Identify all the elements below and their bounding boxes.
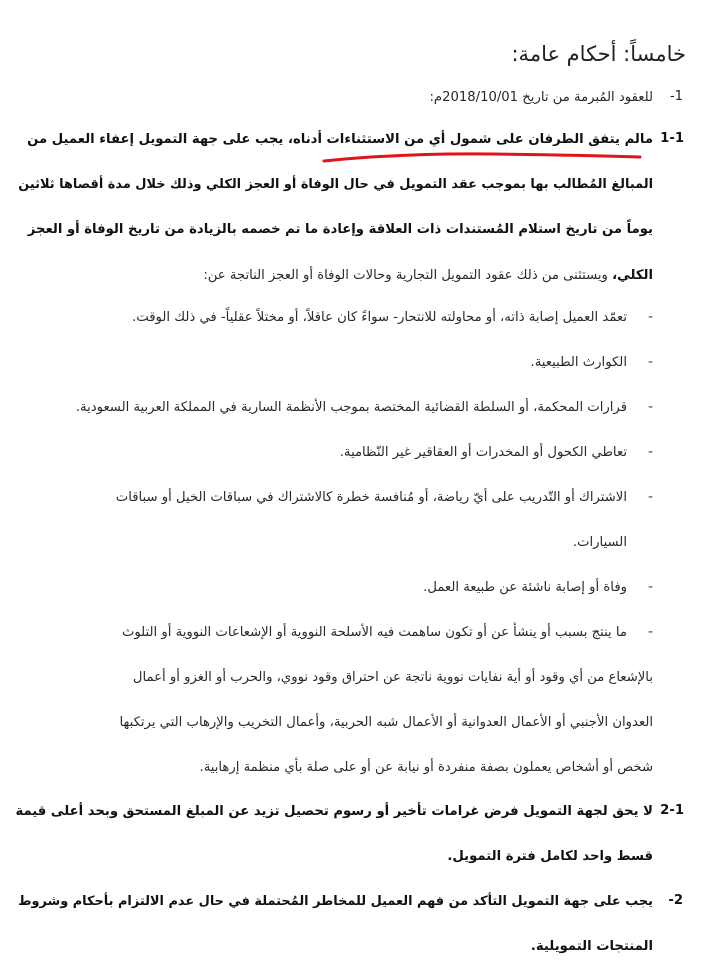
exception-7-line4: شخص أو أشخاص يعملون بصفة منفردة أو نيابة عن أو على صلة بأي منظمة إرهابية. [199,760,653,775]
item-1-2-number: 2-1 [660,803,684,818]
item-1-1-line2: المبالغ المُطالب بها بموجب عقد التمويل في حال الوفاة أو العجز الكلي وذلك خلال مدة أقصاها ثلاثين [18,177,653,192]
item-2-line1: يجب على جهة التمويل التأكد من فهم العميل للمخاطر المُحتملة في حال عدم الالتزام بأحكام وشروط [18,894,653,909]
exception-4: تعاطي الكحول أو المخدرات أو العقاقير غير النّظامية. [339,445,627,460]
bullet-dash: - [647,579,653,595]
item-2-line2: المنتجات التمويلية. [530,939,653,954]
item-1-number: -1 [669,89,683,104]
item-1-2-line2: قسط واحد لكامل فترة التمويل. [447,849,653,864]
bullet-dash: - [647,624,653,640]
exception-2: الكوارث الطبيعية. [530,355,627,370]
item-1-1-line1: مالم يتفق الطرفان على شمول أي من الاستثناءات أدناه، يجب على جهة التمويل إعفاء العميل من [27,132,653,147]
bullet-dash: - [647,444,653,460]
item-1-1-number: 1-1 [660,131,684,146]
exception-7-line3: العدوان الأجنبي أو الأعمال العدوانية أو الأعمال شبه الحربية، وأعمال التخريب والإرهاب التي يرتكبها [119,715,653,730]
item-1-1-line3: يوماً من تاريخ استلام المُستندات ذات العلاقة وإعادة ما تم خصمه بالزيادة من تاريخ الوفاة أو العجز [27,222,653,237]
bullet-dash: - [647,309,653,325]
bullet-dash: - [647,354,653,370]
exception-1: تعمّد العميل إصابة ذاته، أو محاولته للانتحار- سواءً كان عاقلاً، أو مختلاً عقلياً- في ذلك الوقت. [132,310,627,325]
exception-3: قرارات المحكمة، أو السلطة القضائية المختصة بموجب الأنظمة السارية في المملكة العربية السعودية. [75,400,627,415]
item-1-1-line4 [203,266,653,286]
red-underline-annotation [322,151,642,165]
section-heading: خامساً: أحكام عامة: [511,42,686,66]
exception-5-line2: السيارات. [572,535,627,550]
exception-5-line1: الاشتراك أو التّدريب على أيّ رياضة، أو مُنافسة خطرة كالاشتراك في سباقات الخيل أو سباقات [115,490,627,505]
item-2-number: -2 [668,893,683,908]
item-1-text: للعقود المُبرمة من تاريخ 2018/10/01م: [429,90,653,105]
item-1-2-line1: لا يحق لجهة التمويل فرض غرامات تأخير أو رسوم تحصيل تزيد عن المبلغ المستحق وبحد أعلى قيمة [15,804,653,819]
bullet-dash: - [647,399,653,415]
exception-7-line2: بالإشعاع من أي وقود أو أية نفايات نووية ناتجة عن احتراق وقود نووي، والحرب أو الغزو أو أعمال [132,670,653,685]
bullet-dash: - [647,489,653,505]
exception-7-line1: ما ينتج بسبب أو ينشأ عن أو تكون ساهمت فيه الأسلحة النووية أو الإشعاعات النووية أو التلوث [121,625,627,640]
item-1-1-bold-word: الكلي، [612,268,653,283]
exception-6: وفاة أو إصابة ناشئة عن طبيعة العمل. [423,580,627,595]
item-1-1-line4-rest: ويستثنى من ذلك عقود التمويل التجارية وحالات الوفاة أو العجز الناتجة عن: [203,268,613,283]
